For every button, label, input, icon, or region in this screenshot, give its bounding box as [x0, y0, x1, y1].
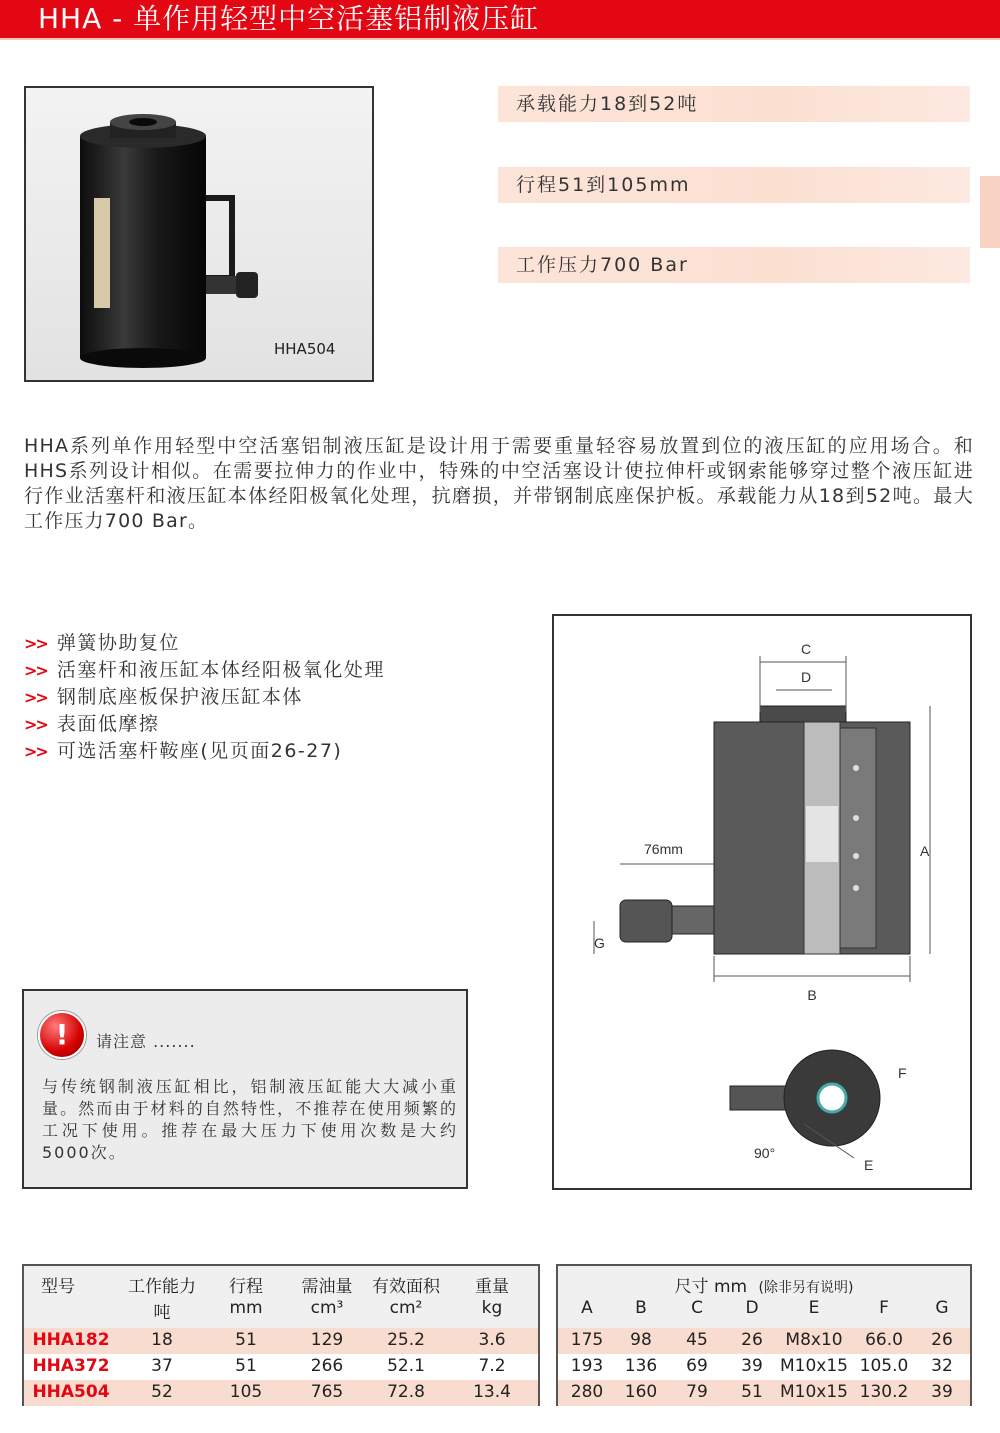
notice-body: 与传统钢制液压缸相比，铝制液压缸能大大减小重量。然而由于材料的自然特性，不推荐在使用频繁的工况下使用。推荐在最大压力下使用次数是大约5000次。: [42, 1077, 458, 1162]
bullet-text: 弹簧协助复位: [56, 632, 180, 654]
dim-label-e: E: [864, 1157, 874, 1173]
table-cell: 69: [686, 1356, 708, 1376]
col-header: 工作能力: [128, 1277, 196, 1297]
table-cell: 79: [686, 1382, 708, 1402]
dim-label-port: 76mm: [644, 841, 683, 857]
dim-label-d: D: [800, 669, 812, 685]
cylinder-illustration: [26, 88, 372, 380]
table-cell: 37: [151, 1356, 173, 1376]
table-cell: 25.2: [387, 1330, 425, 1350]
table-cell: 18: [151, 1330, 173, 1350]
cylinder-cross-section: [554, 616, 970, 1188]
table-cell: 13.4: [473, 1382, 511, 1402]
table-cell: 39: [741, 1356, 763, 1376]
table-cell: 129: [310, 1330, 344, 1350]
table-cell: 52.1: [387, 1356, 425, 1376]
table-row-model: HHA504: [32, 1382, 110, 1402]
dim-label-c: C: [800, 641, 812, 657]
col-header: C: [691, 1298, 703, 1318]
list-item: [24, 711, 504, 738]
table-cell: 193: [570, 1356, 604, 1376]
table-cell: 765: [310, 1382, 344, 1402]
side-tab: [980, 176, 1000, 248]
table-row-model: HHA182: [32, 1330, 110, 1350]
page-title: HHA - 单作用轻型中空活塞铝制液压缸: [38, 2, 540, 35]
table-cell: 175: [570, 1330, 604, 1350]
table-cell: 26: [741, 1330, 763, 1350]
table-cell: 51: [235, 1356, 257, 1376]
chevron-right-icon: >>: [24, 742, 47, 761]
col-unit: kg: [481, 1298, 503, 1318]
col-header: 型号: [41, 1277, 75, 1297]
col-header: F: [879, 1298, 889, 1318]
col-unit: mm: [229, 1298, 263, 1318]
dim-title-text: 尺寸 mm: [674, 1277, 748, 1297]
header-divider: [0, 38, 1000, 40]
bullet-text: 钢制底座板保护液压缸本体: [56, 686, 303, 708]
col-header: A: [581, 1298, 593, 1318]
col-header: 需油量: [301, 1277, 353, 1297]
product-photo: [24, 86, 374, 382]
table-cell: M8x10: [785, 1330, 843, 1350]
table-row-model: HHA372: [32, 1356, 110, 1376]
table-cell: M10x15: [780, 1356, 848, 1376]
table-cell: 72.8: [387, 1382, 425, 1402]
col-header: 重量: [475, 1277, 509, 1297]
dim-label-a: A: [920, 843, 930, 859]
dim-label-b: B: [807, 987, 817, 1003]
col-header: B: [635, 1298, 647, 1318]
table-cell: 266: [310, 1356, 344, 1376]
table-cell: 280: [570, 1382, 604, 1402]
table-cell: 130.2: [859, 1382, 909, 1402]
dim-label-f: F: [898, 1065, 907, 1081]
feature-label: 工作压力700 Bar: [516, 254, 689, 276]
list-item: [24, 657, 504, 684]
col-unit: 吨: [153, 1303, 171, 1323]
feature-bullet-list: [24, 630, 504, 765]
table-cell: 52: [151, 1382, 173, 1402]
table-cell: 136: [624, 1356, 658, 1376]
chevron-right-icon: >>: [24, 688, 47, 707]
col-unit: cm²: [389, 1298, 423, 1318]
chevron-right-icon: >>: [24, 634, 47, 653]
list-item: [24, 684, 504, 711]
dim-label-angle: 90°: [754, 1145, 776, 1161]
notice-title: 请注意 .......: [96, 1032, 196, 1051]
table-cell: 51: [235, 1330, 257, 1350]
table-cell: 26: [931, 1330, 953, 1350]
bullet-text: 活塞杆和液压缸本体经阳极氧化处理: [56, 659, 385, 681]
dim-note-text: (除非另有说明): [758, 1280, 854, 1296]
feature-pressure: [498, 247, 970, 283]
chevron-right-icon: >>: [24, 715, 47, 734]
warning-icon: !: [38, 1011, 86, 1059]
table-cell: 45: [686, 1330, 708, 1350]
spec-table: [22, 1264, 540, 1406]
col-header: D: [745, 1298, 759, 1318]
table-cell: 3.6: [478, 1330, 506, 1350]
col-header: 有效面积: [372, 1277, 440, 1297]
table-cell: 160: [624, 1382, 658, 1402]
table-cell: 7.2: [478, 1356, 506, 1376]
dim-table-title: [558, 1272, 970, 1297]
col-header: G: [935, 1298, 949, 1318]
col-header: 行程: [229, 1277, 263, 1297]
bullet-text: 表面低摩擦: [56, 713, 160, 735]
table-cell: 66.0: [865, 1330, 903, 1350]
bullet-text: 可选活塞杆鞍座(见页面26-27): [56, 740, 343, 762]
feature-capacity: [498, 86, 970, 122]
dimension-drawing: [552, 614, 972, 1190]
photo-caption: HHA504: [274, 340, 336, 358]
chevron-right-icon: >>: [24, 661, 47, 680]
list-item: [24, 738, 504, 765]
col-unit: cm³: [310, 1298, 344, 1318]
table-cell: M10x15: [780, 1382, 848, 1402]
table-cell: 39: [931, 1382, 953, 1402]
feature-label: 承载能力18到52吨: [516, 93, 699, 115]
feature-stroke: [498, 167, 970, 203]
table-cell: 98: [630, 1330, 652, 1350]
table-cell: 51: [741, 1382, 763, 1402]
feature-label: 行程51到105mm: [516, 174, 691, 196]
dimension-table: [556, 1264, 972, 1406]
table-cell: 105.0: [859, 1356, 909, 1376]
table-cell: 105: [229, 1382, 263, 1402]
dim-label-g: G: [594, 935, 605, 951]
list-item: [24, 630, 504, 657]
table-cell: 32: [931, 1356, 953, 1376]
intro-paragraph: HHA系列单作用轻型中空活塞铝制液压缸是设计用于需要重量轻容易放置到位的液压缸的应用场合。和HHS系列设计相似。在需要拉伸力的作业中，特殊的中空活塞设计使拉伸杆或钢索能够穿过整个液压缸进行作业活塞杆和液压缸本体经阳极氧化处理，抗磨损，并带钢制底座保护板。承载能力从18到52吨。最大工作压力700 Bar。: [24, 435, 974, 532]
col-header: E: [808, 1298, 820, 1318]
notice-box: [22, 989, 468, 1189]
